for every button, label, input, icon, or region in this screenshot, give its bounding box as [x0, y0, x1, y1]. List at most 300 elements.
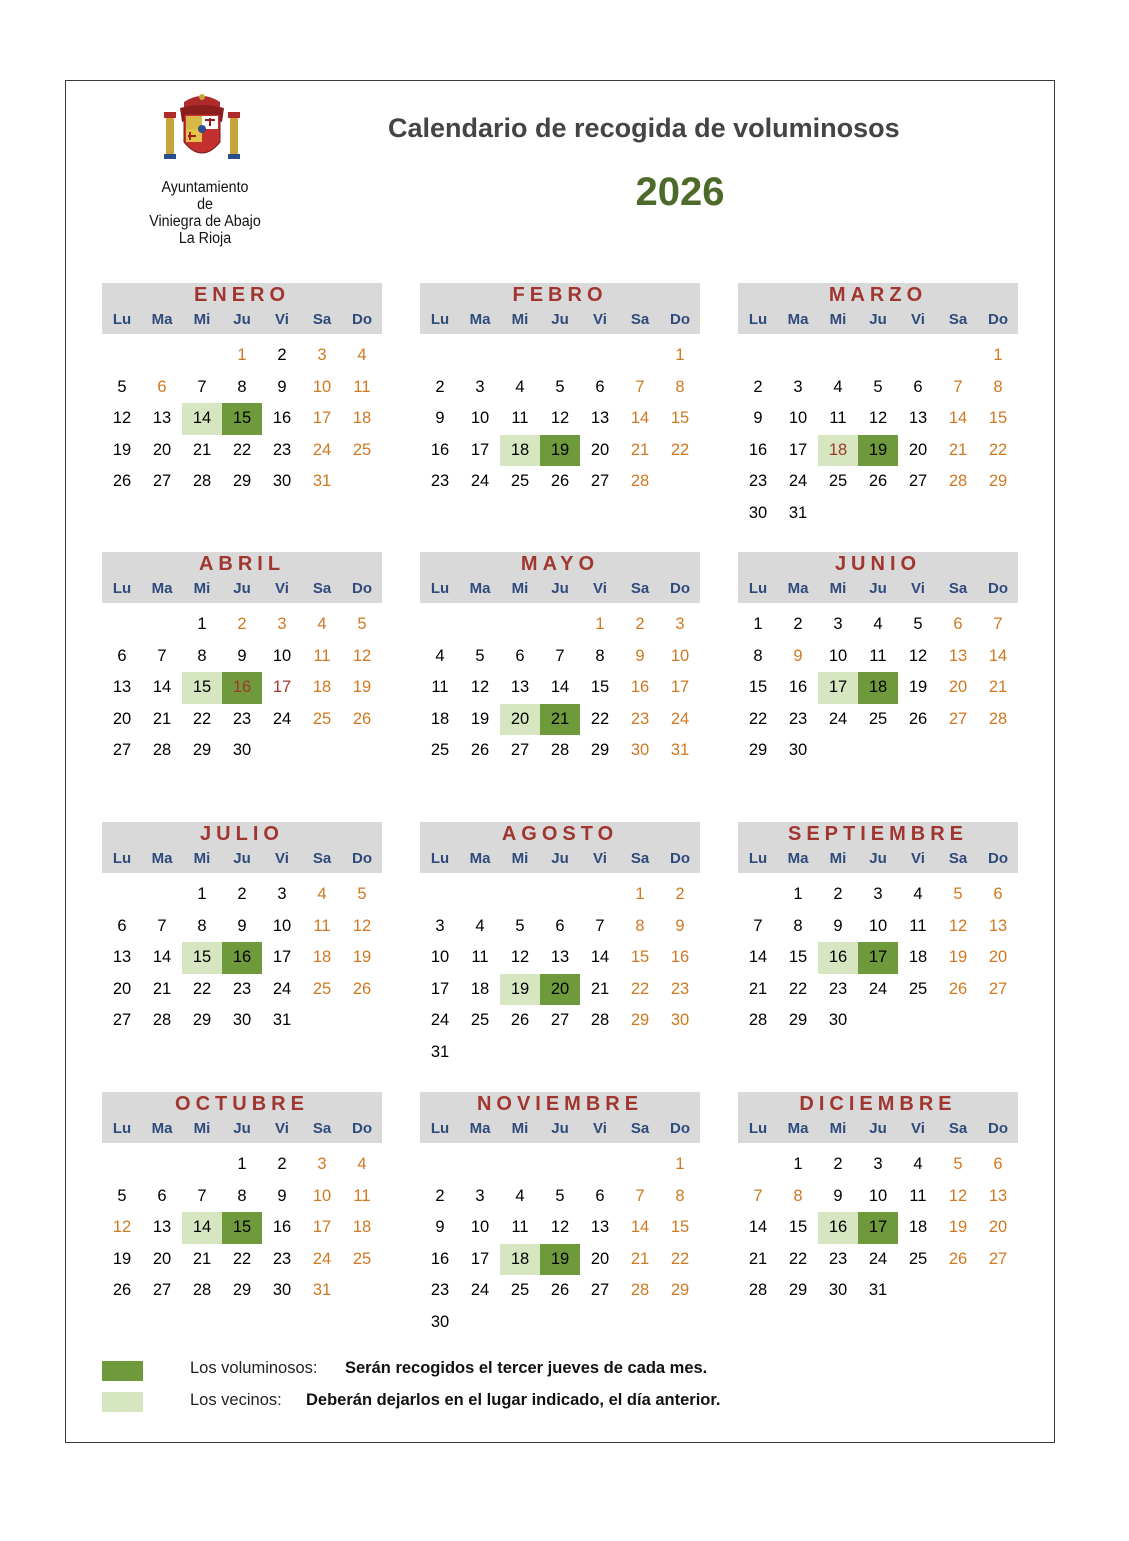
calendar-day: 28	[192, 472, 212, 491]
calendar-day: 11	[829, 409, 847, 428]
calendar-day: 25	[908, 1249, 928, 1268]
calendar-day: 26	[948, 1249, 968, 1268]
calendar-day: 1	[753, 615, 763, 633]
calendar-day: 21	[630, 440, 650, 459]
weekday-label: Ma	[787, 580, 809, 597]
calendar-day: 1	[675, 1155, 685, 1173]
empty-cell	[500, 1149, 540, 1181]
calendar-day: 5	[555, 377, 565, 396]
calendar-day: 3	[435, 916, 445, 935]
calendar-day: 8	[793, 1186, 803, 1205]
calendar-day: 2	[435, 1186, 445, 1205]
weekday-label: Vi	[911, 850, 925, 867]
calendar-day: 25	[312, 709, 332, 728]
calendar-day: 18	[312, 948, 332, 967]
calendar-day: 20	[152, 1249, 172, 1268]
calendar-day: 23	[828, 979, 848, 998]
weekday-label: Ma	[469, 1120, 491, 1137]
calendar-day: 16	[430, 440, 450, 459]
weekday-label: Mi	[829, 311, 847, 328]
empty-cell	[420, 879, 460, 911]
month-name: OCTUBRE	[175, 1093, 309, 1115]
calendar-day: 30	[788, 741, 808, 760]
calendar-day: 28	[748, 1011, 768, 1030]
calendar-day: 21	[590, 979, 610, 998]
calendar-day: 12	[550, 1218, 570, 1237]
calendar-day: 12	[868, 409, 888, 428]
weekday-label: Do	[670, 311, 690, 328]
calendar-day: 13	[988, 1186, 1008, 1205]
calendar-day: 3	[475, 377, 485, 396]
calendar-day: 22	[670, 440, 690, 459]
empty-cell	[142, 340, 182, 372]
weekday-label: Mi	[511, 850, 529, 867]
calendar-day: 25	[510, 1281, 530, 1300]
calendar-day: 11	[471, 948, 489, 967]
legend-swatch-previous-day	[102, 1392, 143, 1412]
calendar-day: 2	[675, 885, 685, 903]
empty-cell	[898, 340, 938, 372]
calendar-day: 19	[948, 948, 968, 967]
empty-cell	[580, 340, 620, 372]
calendar-day: 24	[868, 1249, 888, 1268]
empty-cell	[738, 879, 778, 911]
calendar-day: 11	[909, 916, 927, 935]
calendar-day: 26	[550, 1281, 570, 1300]
month-header	[420, 1092, 700, 1143]
calendar-day: 29	[630, 1011, 650, 1030]
calendar-day: 15	[670, 1218, 690, 1237]
weekday-label: Do	[352, 1120, 372, 1137]
weekday-label: Lu	[112, 580, 132, 597]
calendar-day: 26	[470, 741, 490, 760]
calendar-day: 28	[152, 741, 172, 760]
empty-cell	[420, 1149, 460, 1181]
calendar-day: 28	[590, 1011, 610, 1030]
calendar-day: 4	[515, 1186, 525, 1205]
calendar-day: 23	[430, 472, 450, 491]
calendar-day: 30	[272, 472, 292, 491]
day-grid	[738, 609, 1018, 767]
calendar-day: 2	[833, 1155, 843, 1173]
calendar-day: 3	[793, 377, 803, 396]
weekday-header-row	[102, 1117, 382, 1143]
calendar-day: 2	[753, 377, 763, 396]
calendar-day: 13	[112, 948, 132, 967]
month-agosto	[420, 822, 700, 1069]
weekday-label: Ju	[869, 850, 887, 867]
calendar-day: 26	[550, 472, 570, 491]
calendar-day: 1	[197, 615, 207, 633]
calendar-day: 20	[908, 440, 928, 459]
empty-cell	[500, 609, 540, 641]
weekday-label: Sa	[312, 580, 332, 597]
calendar-day: 15	[590, 678, 610, 697]
weekday-label: Ma	[787, 311, 809, 328]
calendar-day: 7	[157, 916, 167, 935]
calendar-day: 16	[630, 678, 650, 697]
calendar-day: 14	[748, 1218, 768, 1237]
calendar-day: 11	[313, 916, 331, 935]
calendar-day: 18	[500, 1244, 540, 1276]
calendar-day: 16	[430, 1249, 450, 1268]
calendar-day: 11	[869, 646, 887, 665]
calendar-day: 4	[357, 346, 367, 364]
weekday-label: Vi	[275, 311, 289, 328]
page-title: Calendario de recogida de voluminosos	[388, 113, 900, 143]
empty-cell	[182, 340, 222, 372]
weekday-header-row	[102, 308, 382, 334]
weekday-label: Ju	[551, 311, 569, 328]
weekday-label: Vi	[593, 311, 607, 328]
month-junio	[738, 552, 1018, 767]
month-name: ENERO	[193, 284, 291, 306]
calendar-day: 26	[352, 709, 372, 728]
calendar-day: 24	[312, 1249, 332, 1268]
calendar-day: 18	[470, 979, 490, 998]
calendar-day: 17	[430, 979, 450, 998]
calendar-day: 21	[748, 1249, 768, 1268]
empty-cell	[460, 1149, 500, 1181]
empty-cell	[580, 879, 620, 911]
weekday-header-row	[420, 308, 700, 334]
calendar-day: 3	[475, 1186, 485, 1205]
weekday-label: Lu	[112, 850, 132, 867]
calendar-day: 7	[555, 646, 565, 665]
calendar-day: 6	[953, 615, 963, 633]
calendar-day: 2	[277, 346, 287, 364]
calendar-day: 8	[793, 916, 803, 935]
calendar-day: 23	[272, 440, 292, 459]
calendar-day: 25	[352, 1249, 372, 1268]
day-grid	[420, 340, 700, 498]
calendar-day: 29	[748, 741, 768, 760]
calendar-day: 18	[430, 709, 450, 728]
weekday-label: Ju	[551, 1120, 569, 1137]
calendar-day: 8	[595, 646, 605, 665]
calendar-day: 21	[192, 1249, 212, 1268]
calendar-day: 1	[793, 1155, 803, 1173]
calendar-day: 10	[430, 948, 450, 967]
day-grid	[738, 879, 1018, 1037]
calendar-day: 15	[222, 1212, 262, 1244]
calendar-day: 14	[590, 948, 610, 967]
calendar-day: 19	[352, 948, 372, 967]
calendar-day: 10	[868, 916, 888, 935]
empty-cell	[460, 609, 500, 641]
calendar-day: 9	[435, 409, 445, 428]
calendar-day: 18	[908, 948, 928, 967]
calendar-day: 3	[873, 885, 883, 903]
weekday-label: Do	[670, 1120, 690, 1137]
calendar-day: 7	[595, 916, 605, 935]
calendar-day: 16	[670, 948, 690, 967]
weekday-header-row	[420, 847, 700, 873]
calendar-day: 9	[675, 916, 685, 935]
calendar-day: 18	[858, 672, 898, 704]
weekday-label: Ju	[233, 850, 251, 867]
empty-cell	[738, 340, 778, 372]
calendar-day: 31	[788, 503, 808, 522]
calendar-day: 5	[555, 1186, 565, 1205]
calendar-day: 31	[312, 1281, 332, 1300]
calendar-day: 27	[948, 709, 968, 728]
calendar-day: 2	[435, 377, 445, 396]
calendar-day: 30	[430, 1312, 450, 1331]
calendar-day: 11	[313, 646, 331, 665]
empty-cell	[102, 609, 142, 641]
calendar-day: 1	[675, 346, 685, 364]
calendar-day: 23	[670, 979, 690, 998]
calendar-day: 5	[357, 885, 367, 903]
month-name: AGOSTO	[501, 823, 619, 845]
weekday-label: Lu	[430, 850, 450, 867]
calendar-day: 28	[630, 1281, 650, 1300]
weekday-label: Vi	[275, 1120, 289, 1137]
weekday-label: Ma	[469, 580, 491, 597]
weekday-header-row	[420, 577, 700, 603]
month-header	[738, 552, 1018, 603]
weekday-header-row	[738, 308, 1018, 334]
calendar-day: 7	[157, 646, 167, 665]
calendar-day: 16	[818, 942, 858, 974]
calendar-day: 2	[237, 885, 247, 903]
calendar-day: 27	[152, 1281, 172, 1300]
calendar-day: 23	[748, 472, 768, 491]
calendar-day: 1	[635, 885, 645, 903]
calendar-day: 30	[828, 1011, 848, 1030]
weekday-label: Ma	[151, 1120, 173, 1137]
empty-cell	[580, 1149, 620, 1181]
calendar-day: 6	[157, 377, 167, 396]
calendar-day: 15	[670, 409, 690, 428]
weekday-label: Ju	[869, 580, 887, 597]
month-noviembre	[420, 1092, 700, 1339]
day-grid	[102, 609, 382, 767]
calendar-day: 8	[197, 916, 207, 935]
calendar-day: 22	[788, 979, 808, 998]
month-header	[420, 822, 700, 873]
calendar-day: 5	[515, 916, 525, 935]
calendar-day: 29	[192, 1011, 212, 1030]
calendar-day: 15	[988, 409, 1008, 428]
calendar-day: 18	[818, 435, 858, 467]
month-name: JULIO	[200, 823, 284, 845]
weekday-label: Do	[670, 580, 690, 597]
empty-cell	[142, 1149, 182, 1181]
calendar-day: 14	[748, 948, 768, 967]
calendar-day: 17	[272, 948, 292, 967]
weekday-label: Ma	[787, 850, 809, 867]
municipality-line: Viniegra de Abajo	[149, 213, 261, 230]
weekday-label: Lu	[112, 311, 132, 328]
calendar-day: 10	[312, 377, 332, 396]
empty-cell	[620, 1149, 660, 1181]
empty-cell	[102, 1149, 142, 1181]
calendar-day: 20	[988, 948, 1008, 967]
calendar-day: 2	[793, 615, 803, 633]
calendar-day: 11	[511, 1218, 529, 1237]
calendar-day: 13	[112, 678, 132, 697]
calendar-day: 9	[277, 377, 287, 396]
weekday-label: Sa	[948, 850, 968, 867]
calendar-day: 30	[670, 1011, 690, 1030]
calendar-day: 28	[550, 741, 570, 760]
calendar-day: 11	[511, 409, 529, 428]
calendar-day: 2	[277, 1155, 287, 1173]
calendar-day: 27	[988, 1249, 1008, 1268]
month-header	[738, 283, 1018, 334]
month-name: DICIEMBRE	[799, 1093, 957, 1115]
calendar-day: 22	[630, 979, 650, 998]
calendar-day: 10	[670, 646, 690, 665]
calendar-day: 1	[793, 885, 803, 903]
calendar-day: 12	[510, 948, 530, 967]
calendar-day: 17	[818, 672, 858, 704]
calendar-day: 10	[272, 646, 292, 665]
calendar-day: 6	[117, 916, 127, 935]
empty-cell	[540, 879, 580, 911]
calendar-day: 12	[550, 409, 570, 428]
weekday-label: Vi	[593, 580, 607, 597]
calendar-day: 30	[272, 1281, 292, 1300]
day-grid	[738, 1149, 1018, 1307]
calendar-day: 21	[948, 440, 968, 459]
weekday-label: Sa	[312, 1120, 332, 1137]
calendar-day: 17	[788, 440, 808, 459]
calendar-day: 24	[828, 709, 848, 728]
calendar-day: 11	[353, 1186, 371, 1205]
calendar-day: 14	[630, 1218, 650, 1237]
weekday-label: Ju	[233, 311, 251, 328]
calendar-day: 28	[192, 1281, 212, 1300]
calendar-day: 5	[913, 615, 923, 633]
day-grid	[738, 340, 1018, 530]
calendar-day: 26	[908, 709, 928, 728]
calendar-day: 29	[788, 1281, 808, 1300]
calendar-day: 22	[232, 440, 252, 459]
empty-cell	[500, 879, 540, 911]
calendar-day: 18	[352, 409, 372, 428]
calendar-day: 20	[152, 440, 172, 459]
calendar-day: 19	[540, 1244, 580, 1276]
calendar-day: 15	[182, 942, 222, 974]
calendar-day: 14	[182, 1212, 222, 1244]
calendar-day: 17	[858, 1212, 898, 1244]
calendar-day: 19	[352, 678, 372, 697]
calendar-day: 5	[357, 615, 367, 633]
legend-label: Los voluminosos:	[190, 1359, 318, 1377]
calendar-day: 8	[675, 377, 685, 396]
weekday-label: Mi	[193, 850, 211, 867]
calendar-day: 29	[590, 741, 610, 760]
calendar-day: 4	[873, 615, 883, 633]
calendar-day: 13	[550, 948, 570, 967]
calendar-day: 15	[788, 1218, 808, 1237]
calendar-day: 10	[272, 916, 292, 935]
calendar-day: 19	[112, 440, 132, 459]
weekday-label: Sa	[948, 580, 968, 597]
calendar-day: 19	[948, 1218, 968, 1237]
calendar-day: 26	[948, 979, 968, 998]
day-grid	[102, 1149, 382, 1307]
month-header	[738, 822, 1018, 873]
calendar-day: 5	[475, 646, 485, 665]
calendar-day: 26	[868, 472, 888, 491]
calendar-day: 12	[908, 646, 928, 665]
month-header	[420, 552, 700, 603]
calendar-day: 21	[540, 704, 580, 736]
calendar-day: 6	[595, 377, 605, 396]
calendar-day: 17	[312, 409, 332, 428]
calendar-day: 23	[828, 1249, 848, 1268]
month-name: ABRIL	[198, 553, 286, 575]
calendar-day: 3	[833, 615, 843, 633]
calendar-day: 6	[117, 646, 127, 665]
calendar-day: 12	[112, 409, 132, 428]
calendar-day: 30	[828, 1281, 848, 1300]
calendar-day: 19	[858, 435, 898, 467]
calendar-day: 1	[197, 885, 207, 903]
calendar-day: 13	[948, 646, 968, 665]
empty-cell	[102, 340, 142, 372]
weekday-label: Ju	[551, 850, 569, 867]
weekday-label: Sa	[948, 311, 968, 328]
calendar-day: 22	[670, 1249, 690, 1268]
calendar-day: 16	[272, 409, 292, 428]
calendar-day: 17	[272, 678, 292, 697]
weekday-label: Do	[352, 580, 372, 597]
calendar-day: 3	[317, 346, 327, 364]
empty-cell	[818, 340, 858, 372]
calendar-day: 21	[152, 709, 172, 728]
month-name: NOVIEMBRE	[476, 1093, 644, 1115]
calendar-day: 24	[670, 709, 690, 728]
calendar-day: 26	[112, 472, 132, 491]
day-grid	[102, 340, 382, 498]
calendar-day: 15	[630, 948, 650, 967]
calendar-day: 23	[630, 709, 650, 728]
weekday-label: Sa	[630, 850, 650, 867]
day-grid	[420, 1149, 700, 1339]
weekday-label: Do	[352, 311, 372, 328]
weekday-label: Mi	[511, 1120, 529, 1137]
calendar-day: 10	[470, 1218, 490, 1237]
weekday-header-row	[102, 847, 382, 873]
calendar-day: 13	[908, 409, 928, 428]
weekday-label: Vi	[911, 580, 925, 597]
empty-cell	[102, 879, 142, 911]
calendar-day: 3	[277, 615, 287, 633]
calendar-day: 19	[112, 1249, 132, 1268]
calendar-day: 7	[197, 1186, 207, 1205]
calendar-day: 17	[858, 942, 898, 974]
calendar-day: 2	[237, 615, 247, 633]
calendar-day: 5	[953, 885, 963, 903]
weekday-label: Sa	[312, 850, 332, 867]
calendar-day: 15	[788, 948, 808, 967]
calendar-day: 4	[435, 646, 445, 665]
calendar-day: 20	[112, 709, 132, 728]
calendar-day: 27	[112, 741, 132, 760]
calendar-day: 20	[500, 704, 540, 736]
month-name: JUNIO	[834, 553, 922, 575]
calendar-day: 5	[117, 377, 127, 396]
month-mayo	[420, 552, 700, 767]
calendar-day: 7	[993, 615, 1003, 633]
calendar-day: 24	[470, 1281, 490, 1300]
calendar-day: 28	[748, 1281, 768, 1300]
